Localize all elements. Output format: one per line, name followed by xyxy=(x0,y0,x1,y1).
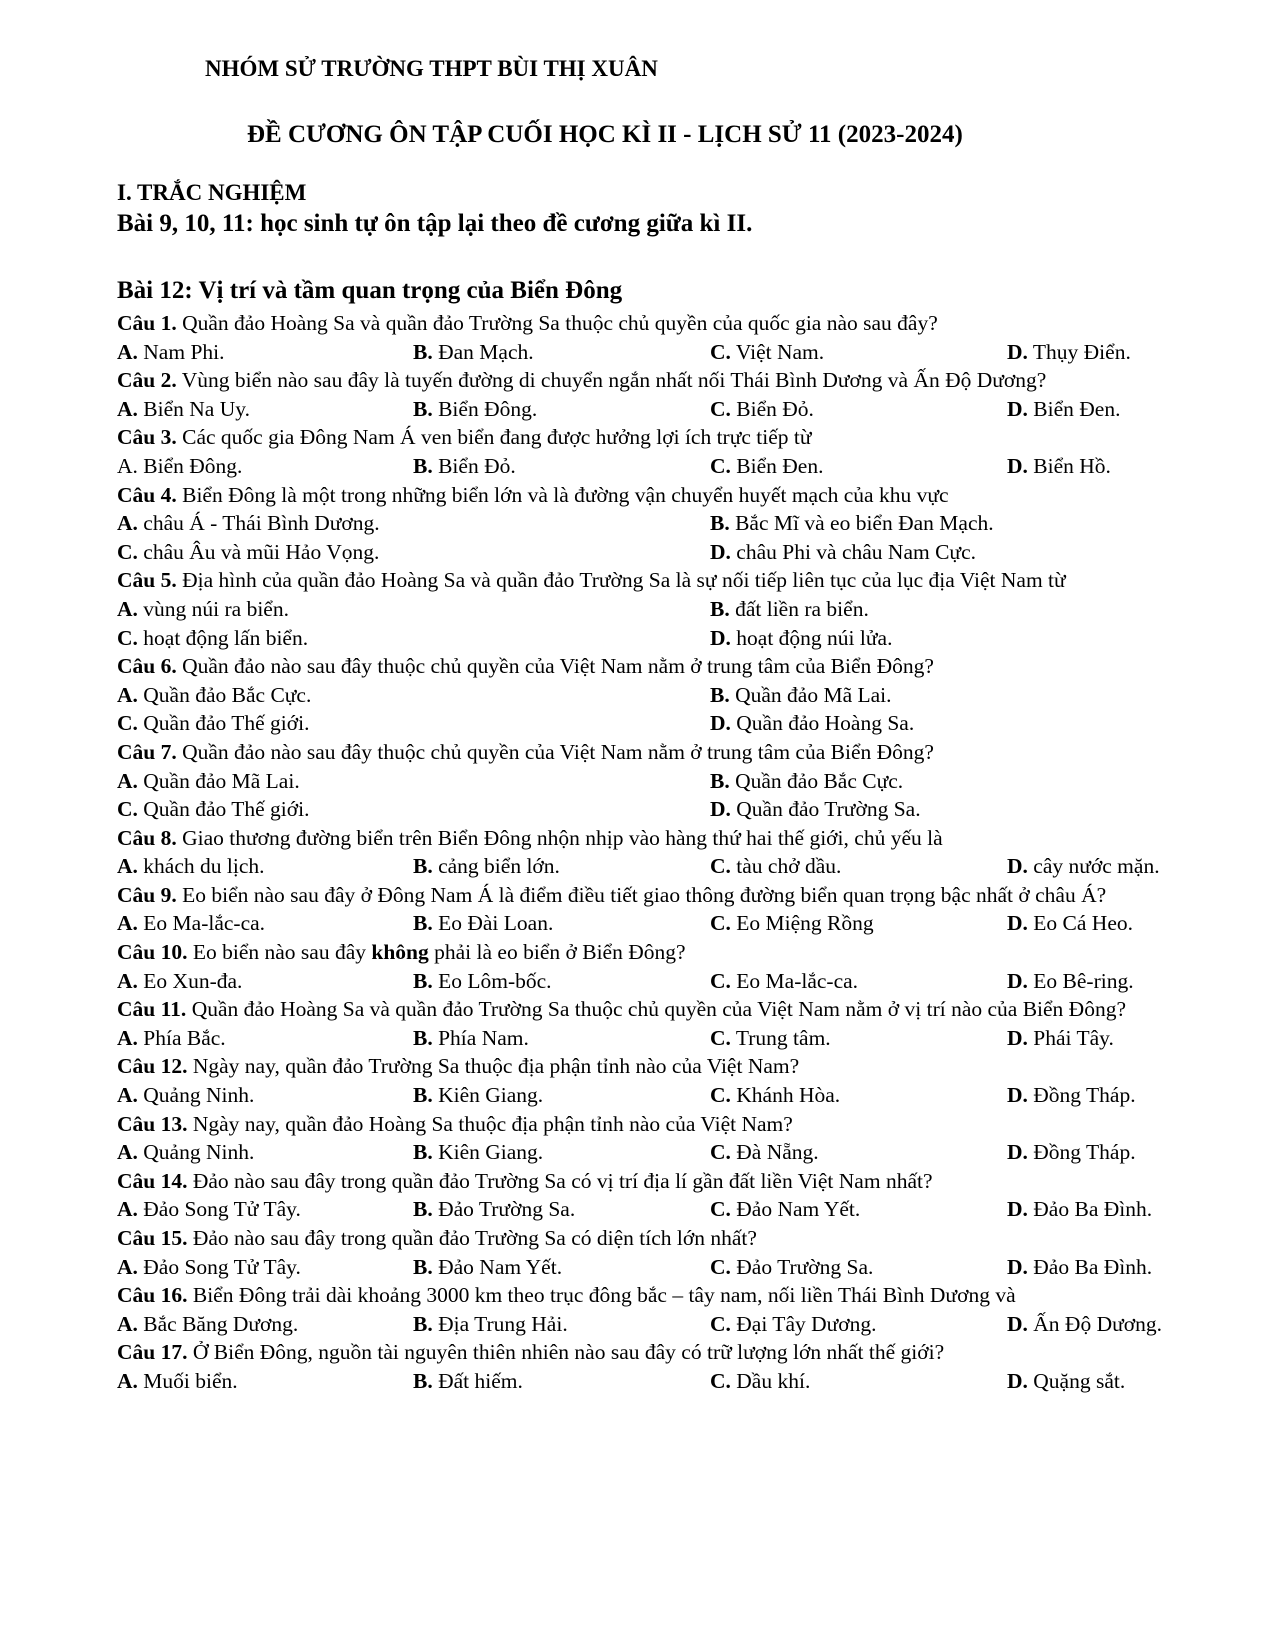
question-text xyxy=(117,1338,1212,1367)
answer-option xyxy=(413,1024,529,1053)
option-text: Dầu khí. xyxy=(730,1368,811,1393)
question-number: Câu 14. xyxy=(117,1168,188,1193)
question-text xyxy=(117,824,1212,853)
option-letter: D. xyxy=(1007,1311,1028,1336)
question-number: Câu 6. xyxy=(117,654,177,679)
option-text: Biển Đỏ. xyxy=(730,396,814,421)
answer-option xyxy=(710,709,914,738)
option-letter: A. xyxy=(117,854,138,879)
option-letter: C. xyxy=(710,453,731,478)
option-letter: A. xyxy=(117,1197,138,1222)
option-letter: B. xyxy=(413,1311,433,1336)
question-text xyxy=(117,423,1212,452)
question-stem: Ngày nay, quần đảo Hoàng Sa thuộc địa phận tỉnh nào của Việt Nam? xyxy=(187,1111,793,1136)
answer-option xyxy=(117,767,300,796)
question-number: Câu 7. xyxy=(117,739,177,764)
option-text: Quần đảo Hoàng Sa. xyxy=(730,711,915,736)
question-text xyxy=(117,309,1212,338)
answer-option xyxy=(710,624,892,653)
option-text: Eo Ma-lắc-ca. xyxy=(137,911,266,936)
option-letter: A. xyxy=(117,596,138,621)
answer-option xyxy=(413,452,516,481)
question-text xyxy=(117,566,1212,595)
answer-option xyxy=(1007,1310,1162,1339)
answer-option xyxy=(1007,1081,1136,1110)
options-row xyxy=(117,1081,1212,1110)
answer-option xyxy=(710,909,874,938)
question-number: Câu 4. xyxy=(117,482,177,507)
option-text: Quần đảo Mã Lai. xyxy=(137,768,300,793)
question-stem: Địa hình của quần đảo Hoàng Sa và quần đảo Trường Sa là sự nối tiếp liên tục của lục địa Việt Nam từ xyxy=(176,568,1066,593)
option-letter: A. xyxy=(117,339,138,364)
question-number: Câu 5. xyxy=(117,568,177,593)
question-stem: Quần đảo nào sau đây thuộc chủ quyền của Việt Nam nằm ở trung tâm của Biển Đông? xyxy=(176,654,934,679)
option-text: Muối biển. xyxy=(137,1368,238,1393)
options-row xyxy=(117,709,1212,738)
answer-option xyxy=(117,338,225,367)
option-letter: C. xyxy=(710,396,731,421)
option-text: châu Á - Thái Bình Dương. xyxy=(137,511,380,536)
option-text: Eo Miệng Rồng xyxy=(730,911,874,936)
question-list xyxy=(117,309,1212,1396)
question-text xyxy=(117,938,1212,967)
review-note: Bài 9, 10, 11: học sinh tự ôn tập lại theo đề cương giữa kì II. xyxy=(117,210,753,237)
answer-option xyxy=(1007,395,1120,424)
answer-option xyxy=(1007,452,1111,481)
answer-option xyxy=(117,909,265,938)
option-text: Đảo Nam Yết. xyxy=(432,1254,563,1279)
option-text: Nam Phi. xyxy=(137,339,225,364)
question-number: Câu 8. xyxy=(117,825,177,850)
answer-option xyxy=(710,681,892,710)
answer-option xyxy=(117,967,242,996)
answer-option xyxy=(117,1367,238,1396)
option-text: Biển Na Uy. xyxy=(137,396,250,421)
question-stem: Quần đảo Hoàng Sa và quần đảo Trường Sa thuộc chủ quyền của Việt Nam nằm ở vị trí nào của Biển Đông? xyxy=(186,997,1127,1022)
answer-option xyxy=(117,395,250,424)
options-row xyxy=(117,852,1212,881)
option-letter: C. xyxy=(117,625,138,650)
answer-option xyxy=(1007,1367,1125,1396)
option-letter: B. xyxy=(413,1140,433,1165)
option-text: Biển Đen. xyxy=(730,453,824,478)
question-stem: Đảo nào sau đây trong quần đảo Trường Sa có diện tích lớn nhất? xyxy=(187,1226,757,1250)
option-letter: D. xyxy=(1007,854,1028,879)
question-stem: Eo biển nào sau đây xyxy=(187,940,372,965)
options-row xyxy=(117,1367,1212,1396)
option-letter: A. xyxy=(117,396,138,421)
option-text: Quặng sắt. xyxy=(1027,1368,1126,1393)
option-letter: A. xyxy=(117,1140,138,1165)
answer-option xyxy=(1007,967,1134,996)
option-text: hoạt động lấn biển. xyxy=(137,625,309,650)
option-text: Đảo Trường Sa. xyxy=(730,1254,874,1279)
answer-option xyxy=(710,1081,840,1110)
option-text: Đại Tây Dương. xyxy=(730,1311,877,1336)
question-stem: Giao thương đường biển trên Biển Đông nhộn nhịp vào hàng thứ hai thế giới, chủ yếu là xyxy=(176,825,943,850)
option-text: Đảo Ba Đình. xyxy=(1027,1197,1153,1222)
options-row xyxy=(117,1310,1212,1339)
option-text: Eo Cá Heo. xyxy=(1027,911,1133,936)
answer-option xyxy=(117,1253,301,1282)
option-letter: C. xyxy=(710,1140,731,1165)
question-text xyxy=(117,1167,1212,1196)
option-text: Quần đảo Thế giới. xyxy=(137,711,310,736)
question-number: Câu 1. xyxy=(117,311,177,335)
option-letter: D. xyxy=(710,539,731,564)
option-text: Đà Nẵng. xyxy=(730,1140,819,1165)
option-text: châu Âu và mũi Hảo Vọng. xyxy=(137,539,380,564)
option-text: hoạt động núi lửa. xyxy=(730,625,893,650)
option-text: Bắc Mĩ và eo biển Đan Mạch. xyxy=(729,511,994,536)
question-number: Câu 10. xyxy=(117,940,188,965)
options-row xyxy=(117,909,1212,938)
option-text: Đảo Nam Yết. xyxy=(730,1197,861,1222)
option-text: Đất hiếm. xyxy=(432,1368,523,1393)
answer-option xyxy=(117,1024,226,1053)
question-stem: Quần đảo Hoàng Sa và quần đảo Trường Sa thuộc chủ quyền của quốc gia nào sau đây? xyxy=(176,311,938,335)
question-text xyxy=(117,366,1212,395)
options-row xyxy=(117,538,1212,567)
option-letter: B. xyxy=(413,1083,433,1108)
option-text: Quần đảo Bắc Cực. xyxy=(137,682,312,707)
option-letter: A. xyxy=(117,682,138,707)
answer-option xyxy=(413,967,552,996)
option-letter: C. xyxy=(710,968,731,993)
question-keyword: không xyxy=(371,940,429,965)
option-text: Eo Xun-đa. xyxy=(137,968,243,993)
option-letter: D. xyxy=(1007,911,1028,936)
option-letter: D. xyxy=(1007,1140,1028,1165)
options-row xyxy=(117,624,1212,653)
options-row xyxy=(117,452,1212,481)
option-letter: D. xyxy=(1007,339,1028,364)
option-letter: B. xyxy=(413,1368,433,1393)
question-text xyxy=(117,652,1212,681)
option-text: Đồng Tháp. xyxy=(1027,1083,1136,1108)
option-letter: A. xyxy=(117,968,138,993)
option-letter: B. xyxy=(710,768,730,793)
option-letter: B. xyxy=(413,1197,433,1222)
option-text: Eo Ma-lắc-ca. xyxy=(730,968,859,993)
question-number: Câu 11. xyxy=(117,997,187,1022)
question-number: Câu 12. xyxy=(117,1054,188,1079)
option-text: Phái Tây. xyxy=(1027,1025,1114,1050)
answer-option xyxy=(117,709,310,738)
question-stem: Các quốc gia Đông Nam Á ven biển đang được hưởng lợi ích trực tiếp từ xyxy=(176,425,812,450)
question-number: Câu 13. xyxy=(117,1111,188,1136)
option-text: đất liền ra biển. xyxy=(729,596,869,621)
option-text: Việt Nam. xyxy=(730,339,825,364)
option-text: Eo Bê-ring. xyxy=(1027,968,1134,993)
answer-option xyxy=(710,509,994,538)
answer-option xyxy=(413,1253,562,1282)
answer-option xyxy=(710,1195,860,1224)
answer-option xyxy=(710,1138,819,1167)
answer-option xyxy=(710,1253,873,1282)
option-letter: B. xyxy=(413,854,433,879)
option-letter: B. xyxy=(710,682,730,707)
answer-option xyxy=(117,1195,301,1224)
option-letter: C. xyxy=(710,911,731,936)
question-stem: Ngày nay, quần đảo Trường Sa thuộc địa phận tỉnh nào của Việt Nam? xyxy=(187,1054,800,1079)
option-letter: B. xyxy=(710,511,730,536)
answer-option xyxy=(1007,852,1160,881)
option-text: Kiên Giang. xyxy=(432,1083,544,1108)
answer-option xyxy=(710,395,814,424)
option-letter: A. xyxy=(117,1025,138,1050)
option-letter: C. xyxy=(710,854,731,879)
answer-option xyxy=(710,1310,877,1339)
options-row xyxy=(117,509,1212,538)
option-text: cảng biển lớn. xyxy=(432,854,560,879)
option-letter: C. xyxy=(710,1254,731,1279)
option-letter: C. xyxy=(710,1083,731,1108)
answer-option xyxy=(710,795,921,824)
answer-option xyxy=(413,338,534,367)
question-number: Câu 15. xyxy=(117,1226,188,1250)
option-text: Đảo Ba Đình. xyxy=(1027,1254,1153,1279)
answer-option xyxy=(710,1367,810,1396)
option-letter: C. xyxy=(117,711,138,736)
option-text: Eo Đài Loan. xyxy=(432,911,554,936)
question-text xyxy=(117,1224,1212,1253)
option-text: Đan Mạch. xyxy=(432,339,534,364)
answer-option xyxy=(710,595,869,624)
option-letter: D. xyxy=(1007,1197,1028,1222)
document-title: ĐỀ CƯƠNG ÔN TẬP CUỐI HỌC KÌ II - LỊCH SỬ 11 (2023-2024) xyxy=(247,121,963,148)
question-stem: phải là eo biển ở Biển Đông? xyxy=(428,940,686,965)
answer-option xyxy=(117,852,264,881)
question-text xyxy=(117,481,1212,510)
option-letter: C. xyxy=(710,1368,731,1393)
answer-option xyxy=(413,1081,543,1110)
option-letter: A. xyxy=(117,1368,138,1393)
option-text: Ấn Độ Dương. xyxy=(1027,1311,1163,1336)
answer-option xyxy=(117,795,310,824)
option-text: Phía Bắc. xyxy=(137,1025,226,1050)
answer-option xyxy=(117,624,308,653)
question-text xyxy=(117,995,1212,1024)
option-text: Bắc Băng Dương. xyxy=(137,1311,299,1336)
answer-option xyxy=(117,681,311,710)
options-row xyxy=(117,595,1212,624)
option-text: Biển Đông. xyxy=(432,396,538,421)
question-number: Câu 3. xyxy=(117,425,177,450)
option-text: Kiên Giang. xyxy=(432,1140,544,1165)
question-text xyxy=(117,1281,1212,1310)
option-letter: D. xyxy=(1007,1025,1028,1050)
option-letter: D. xyxy=(1007,1083,1028,1108)
question-text xyxy=(117,881,1212,910)
option-text: Biển Đỏ. xyxy=(432,453,516,478)
answer-option xyxy=(117,538,379,567)
option-letter: D. xyxy=(710,625,731,650)
option-text: Địa Trung Hải. xyxy=(432,1311,568,1336)
answer-option xyxy=(710,1024,831,1053)
question-stem: Eo biển nào sau đây ở Đông Nam Á là điểm điều tiết giao thông đường biển quan trọng bậc nhất ở châu Á? xyxy=(176,882,1107,907)
option-letter: C. xyxy=(117,797,138,822)
option-text: tàu chở dầu. xyxy=(730,854,842,879)
option-letter: B. xyxy=(413,396,433,421)
option-text: Quảng Ninh. xyxy=(137,1140,255,1165)
option-text: vùng núi ra biển. xyxy=(137,596,289,621)
question-number: Câu 16. xyxy=(117,1283,188,1308)
option-letter: A. xyxy=(117,1083,138,1108)
option-letter: B. xyxy=(413,968,433,993)
option-text: khách du lịch. xyxy=(137,854,265,879)
option-text: Đồng Tháp. xyxy=(1027,1140,1136,1165)
question-number: Câu 9. xyxy=(117,882,177,907)
options-row xyxy=(117,1253,1212,1282)
option-text: Biển Hồ. xyxy=(1027,453,1111,478)
answer-option xyxy=(1007,909,1133,938)
answer-option xyxy=(413,1310,568,1339)
question-stem: Quần đảo nào sau đây thuộc chủ quyền của Việt Nam nằm ở trung tâm của Biển Đông? xyxy=(176,739,934,764)
option-letter: C. xyxy=(117,539,138,564)
options-row xyxy=(117,1024,1212,1053)
option-letter: B. xyxy=(413,453,433,478)
question-text xyxy=(117,738,1212,767)
option-letter: B. xyxy=(710,596,730,621)
answer-option xyxy=(1007,1024,1114,1053)
options-row xyxy=(117,338,1212,367)
question-number: Câu 2. xyxy=(117,368,177,393)
option-letter: C. xyxy=(710,1025,731,1050)
option-letter: B. xyxy=(413,911,433,936)
option-text: Đảo Song Tử Tây. xyxy=(137,1197,301,1222)
option-letter: D. xyxy=(1007,396,1028,421)
answer-option xyxy=(710,338,824,367)
option-text: Quảng Ninh. xyxy=(137,1083,255,1108)
answer-option xyxy=(1007,1253,1152,1282)
answer-option xyxy=(117,595,289,624)
option-letter: B. xyxy=(413,1254,433,1279)
option-letter: D. xyxy=(1007,968,1028,993)
answer-option xyxy=(413,1367,523,1396)
lesson-title: Bài 12: Vị trí và tầm quan trọng của Biển Đông xyxy=(117,277,623,304)
option-text: châu Phi và châu Nam Cực. xyxy=(730,539,977,564)
option-text: Biển Đen. xyxy=(1027,396,1121,421)
question-stem: Biển Đông là một trong những biển lớn và là đường vận chuyển huyết mạch của khu vực xyxy=(176,482,949,507)
answer-option xyxy=(413,1138,543,1167)
option-letter: D. xyxy=(1007,1254,1028,1279)
option-letter: D. xyxy=(710,797,731,822)
answer-option xyxy=(117,1138,254,1167)
question-number: Câu 17. xyxy=(117,1340,188,1365)
option-letter: D. xyxy=(1007,1368,1028,1393)
option-letter: A. xyxy=(117,911,138,936)
options-row xyxy=(117,767,1212,796)
options-row xyxy=(117,967,1212,996)
question-stem: Vùng biển nào sau đây là tuyến đường di chuyển ngắn nhất nối Thái Bình Dương và Ấn Độ Dương? xyxy=(176,368,1047,393)
option-letter: A. xyxy=(117,1311,138,1336)
answer-option xyxy=(117,452,242,481)
option-text: Eo Lôm-bốc. xyxy=(432,968,552,993)
answer-option xyxy=(413,395,537,424)
options-row xyxy=(117,1138,1212,1167)
option-letter: A. xyxy=(117,453,138,478)
answer-option xyxy=(710,452,823,481)
option-text: Thụy Điển. xyxy=(1027,339,1131,364)
option-letter: D. xyxy=(710,711,731,736)
option-letter: A. xyxy=(117,1254,138,1279)
option-text: Quần đảo Thế giới. xyxy=(137,797,310,822)
question-stem: Đảo nào sau đây trong quần đảo Trường Sa có vị trí địa lí gần đất liền Việt Nam nhất? xyxy=(187,1168,933,1193)
answer-option xyxy=(710,852,841,881)
answer-option xyxy=(413,909,553,938)
option-letter: A. xyxy=(117,511,138,536)
answer-option xyxy=(710,538,976,567)
option-text: Quần đảo Bắc Cực. xyxy=(729,768,904,793)
option-text: Đảo Song Tử Tây. xyxy=(137,1254,301,1279)
option-text: Quần đảo Trường Sa. xyxy=(730,797,921,822)
option-text: Biển Đông. xyxy=(137,453,243,478)
option-text: Quần đảo Mã Lai. xyxy=(729,682,892,707)
options-row xyxy=(117,395,1212,424)
question-stem: Biển Đông trải dài khoảng 3000 km theo trục đông bắc – tây nam, nối liền Thái Bình Dương và xyxy=(187,1283,1016,1308)
question-text xyxy=(117,1052,1212,1081)
answer-option xyxy=(710,967,858,996)
option-letter: C. xyxy=(710,1311,731,1336)
options-row xyxy=(117,795,1212,824)
options-row xyxy=(117,1195,1212,1224)
option-text: Phía Nam. xyxy=(432,1025,529,1050)
option-letter: A. xyxy=(117,768,138,793)
option-text: Khánh Hòa. xyxy=(730,1083,841,1108)
answer-option xyxy=(117,509,380,538)
option-letter: C. xyxy=(710,339,731,364)
answer-option xyxy=(117,1310,298,1339)
answer-option xyxy=(710,767,903,796)
option-letter: B. xyxy=(413,1025,433,1050)
question-text xyxy=(117,1110,1212,1139)
option-text: Trung tâm. xyxy=(730,1025,831,1050)
option-letter: D. xyxy=(1007,453,1028,478)
answer-option xyxy=(413,852,560,881)
option-text: cây nước mặn. xyxy=(1027,854,1160,879)
option-text: Đảo Trường Sa. xyxy=(432,1197,576,1222)
options-row xyxy=(117,681,1212,710)
option-letter: C. xyxy=(710,1197,731,1222)
section-heading: I. TRẮC NGHIỆM xyxy=(117,180,307,205)
answer-option xyxy=(1007,1195,1152,1224)
answer-option xyxy=(117,1081,254,1110)
question-stem: Ở Biển Đông, nguồn tài nguyên thiên nhiên nào sau đây có trữ lượng lớn nhất thế giới? xyxy=(187,1340,945,1365)
option-letter: B. xyxy=(413,339,433,364)
answer-option xyxy=(1007,338,1131,367)
answer-option xyxy=(1007,1138,1136,1167)
answer-option xyxy=(413,1195,575,1224)
school-name: NHÓM SỬ TRƯỜNG THPT BÙI THỊ XUÂN xyxy=(205,56,658,81)
